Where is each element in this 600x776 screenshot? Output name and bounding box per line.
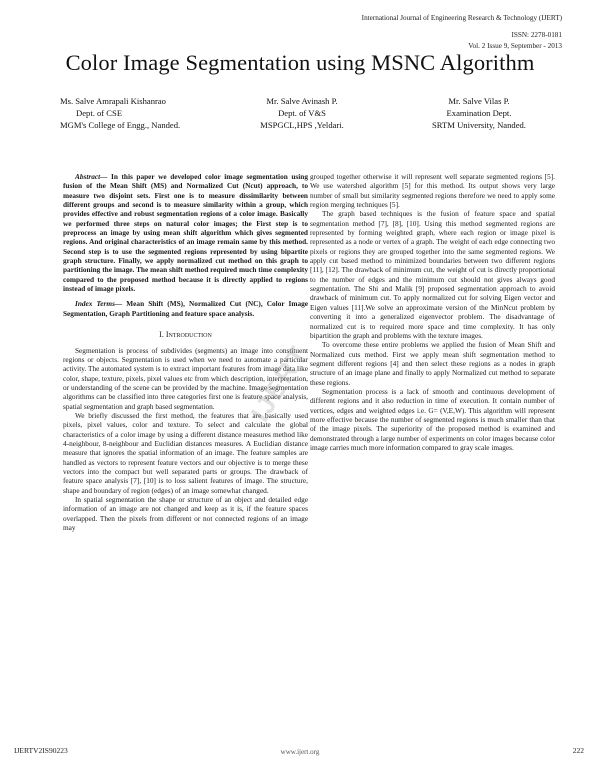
author-affiliation: SRTM University, Nanded. <box>432 120 526 130</box>
author-name: Ms. Salve Amrapali Kishanrao <box>60 96 166 106</box>
author-dept: Dept. of V&S <box>278 108 326 118</box>
abstract <box>63 172 308 293</box>
watermark: IJERT <box>244 339 315 427</box>
author-dept: Dept. of CSE <box>76 108 123 118</box>
author-block-2 <box>232 95 372 131</box>
author-block-1 <box>60 95 200 131</box>
abstract-text: In this paper we developed color image segmentation using fusion of the Mean Shift (MS) and Normalized Cut (Ncut) approach, to measure two disjoint sets. First one is to measure dissimilarity between different groups and second is to measure similarity within a group, which provides effective and robust segmentation regions of a color image. Basically we performed three steps on natural color images; the First step is to preprocess an image by using mean shift algorithm which gives segmented regions. And original characteristics of an image remain same by this method. Second step is to use the segmented regions represented by using bipartite graph structure. Finally, we apply normalized cut method on this graph to partitioning the image. The mean shift method required much time complexity compared to the proposed method because it is directly applied to regions instead of image pixels. <box>63 172 308 294</box>
section-title: Introduction <box>165 330 212 340</box>
footer-paper-id: IJERTV2IS90223 <box>14 746 68 755</box>
index-terms-label: Index Terms— <box>75 299 123 309</box>
left-column <box>63 172 308 532</box>
section-heading <box>63 330 308 339</box>
body-paragraph: grouped together otherwise it will represent well separate segmented regions [5]. We use watershed algorithm [5] for this method. Its output shows very large number of small but similarity segmented regions therefore we need to apply some region merging techniques [5]. <box>310 172 555 210</box>
body-paragraph: The graph based techniques is the fusion of feature space and spatial segmentation method [7], [8], [10]. Using this method segmented regions are represented by forming weighted graph, where each region or image pixel is represented as a node or vertex of a graph. The weight of each edge connecting two pixels or regions they are grouped together into the same segmented regions. We apply cut based method to minimized boundaries between two different regions [11], [12]. The drawback of minimum cut, the weight of cut is directly proportional to the number of edges and the minimum cut should not gives always good segmentation. The Shi and Malik [9] proposed segmentation approach to avoid drawback of minimum cut. To apply normalized cut for solving Eigen vector and Eigen values [11].We solve an approximate version of the MinNcut problem by converting it into a generalized eigenvector problem. The disadvantage of normalized cut is to required more space and time complexity. It has only bipartition the graph and problems with the texture images. <box>310 209 555 340</box>
author-block-3 <box>404 95 554 131</box>
issn: ISSN: 2278-0181 <box>511 31 562 39</box>
section-numeral: I. <box>159 330 164 340</box>
author-affiliation: MGM's College of Engg., Nanded. <box>60 120 181 130</box>
footer-url[interactable]: www.ijert.org <box>280 748 320 756</box>
author-name: Mr. Salve Avinash P. <box>266 96 338 106</box>
journal-name: International Journal of Engineering Research & Technology (IJERT) <box>361 14 562 22</box>
body-paragraph: To overcome these entire problems we applied the fusion of Mean Shift and Normalized cuts method. First we apply mean shift segmentation method to segment different regions [4] and then select these regions as a nodes in graph structure of an image plane and finally to apply Normalized cut method to separate these regions. <box>310 340 555 387</box>
index-terms <box>63 299 308 318</box>
author-dept: Examination Dept. <box>446 108 512 118</box>
right-column <box>310 172 555 452</box>
body-paragraph: Segmentation is process of subdivides (segments) an image into constituent regions or objects. Segmentation is used when we need to automate a particular activity. The automated system is to extract important features from image data like color, shape, texture, pixels, pixel values etc from which description, interpretation, or understanding of the scene can be provided by the machine. Image segmentation algorithms can be classified into three categories first one is feature space analysis, spatial segmentation and graph based segmentation. <box>63 345 308 411</box>
body-paragraph: In spatial segmentation the shape or structure of an object and detailed edge information of an image are not changed and keep as it is, if the feature spaces overlapped. Then the pixels from different or not connected regions of an image may <box>63 495 308 533</box>
author-name: Mr. Salve Vilas P. <box>448 96 510 106</box>
abstract-label: Abstract— <box>75 172 108 181</box>
index-terms-text: Mean Shift (MS), Normalized Cut (NC), Color Image Segmentation, Graph Partitioning and feature space analysis. <box>63 299 308 318</box>
body-paragraph: We briefly discussed the first method, the features that are basically used pixels, pixel values, color and texture. To select and calculate the global characteristics of a color image by using a different distance measures method like 4-neighbour, 8-neighbour and Euclidian distances measures. A Euclidian distance measure that ignores the spatial information of an image. The feature samples are handled as vectors to represent feature vectors and our objective is to merge these vectors into the compact but well separated parts or groups. The drawback of feature space analysis [7], [10] is to loss salient features of image. The structure, shape and boundary of region (edges) of an image somewhat changed. <box>63 410 308 495</box>
page-number: 222 <box>572 746 584 755</box>
body-paragraph: Segmentation process is a lack of smooth and continuous development of different regions and it also reduction in time of execution. It contain number of vertices, edges and weighted edges i.e. G= (V,E,W). This algorithm will represent more effective because the number of segmented regions is much smaller than that of the image pixels. The superiority of the proposed method is examined and demonstrated through a large number of experiments on color images because color image carries much more information compared to gray scale images. <box>310 386 555 452</box>
author-affiliation: MSPGCL,HPS ,Yeldari. <box>260 120 344 130</box>
paper-title: Color Image Segmentation using MSNC Algorithm <box>65 50 535 75</box>
volume-issue: Vol. 2 Issue 9, September - 2013 <box>468 42 562 50</box>
